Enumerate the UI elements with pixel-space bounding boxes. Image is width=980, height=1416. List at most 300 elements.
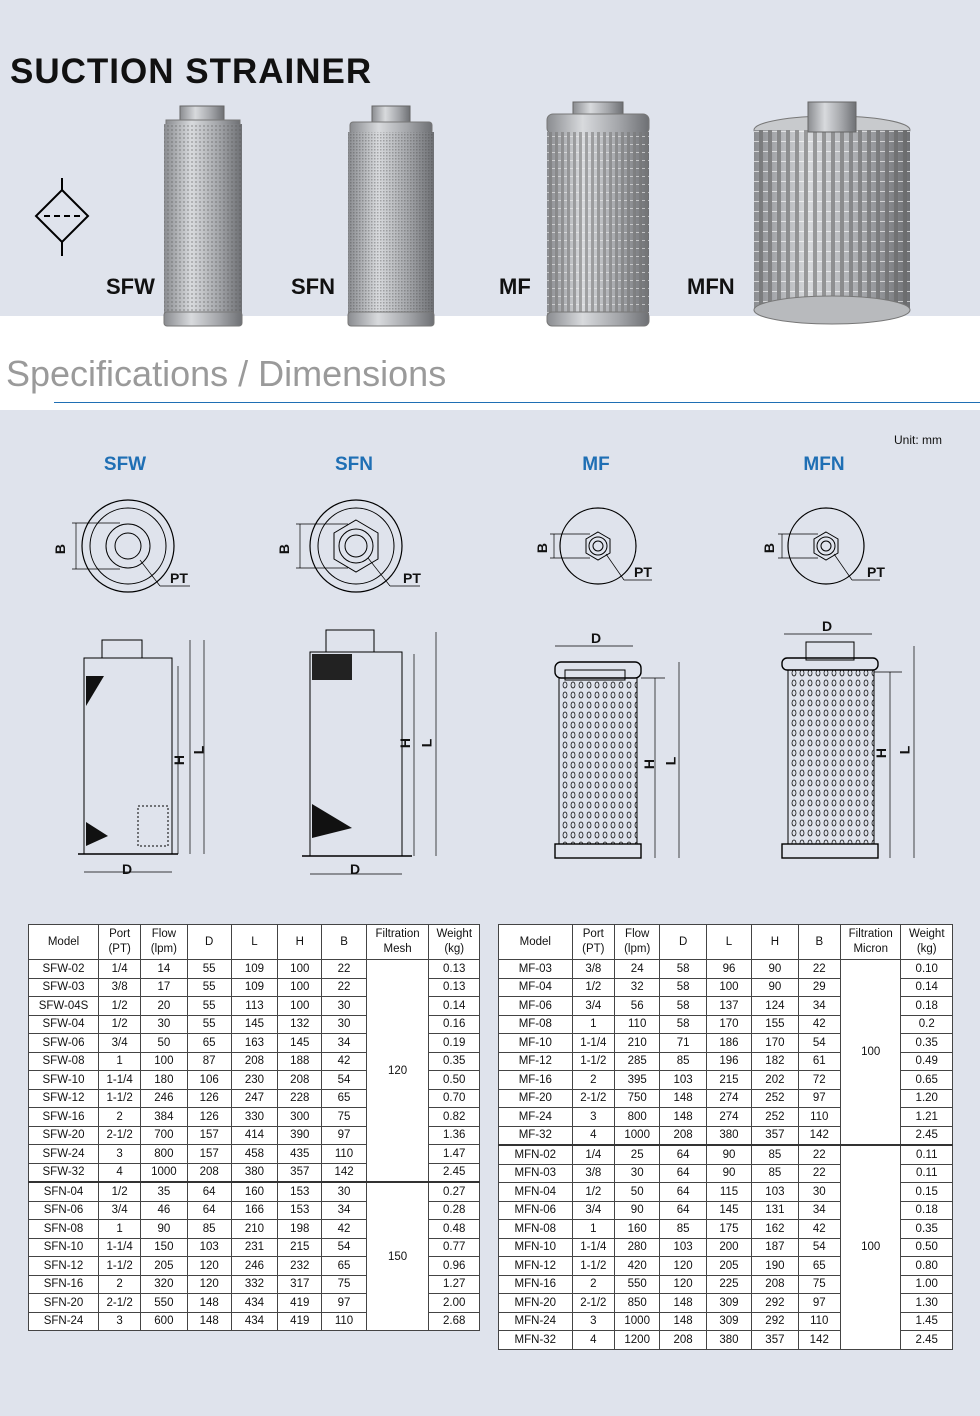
mfn-d-label: D	[822, 618, 833, 634]
table-cell: 1	[99, 1052, 141, 1071]
filtration-cell: 100	[840, 1145, 901, 1349]
mfn-b-label: B	[761, 542, 778, 554]
sfw-l-label: L	[190, 745, 207, 755]
table-cell: SFW-10	[29, 1071, 99, 1090]
table-cell: SFN-20	[29, 1294, 99, 1313]
table-cell: 166	[231, 1201, 277, 1220]
table-cell: 0.10	[901, 960, 953, 979]
table-cell: 42	[322, 1220, 366, 1239]
table-cell: MF-20	[499, 1089, 573, 1108]
table-cell: 90	[141, 1220, 187, 1239]
filter-symbol-icon	[34, 178, 96, 258]
table-cell: 90	[752, 978, 798, 997]
table-cell: 231	[231, 1238, 277, 1257]
table-cell: 2.68	[429, 1312, 480, 1331]
column-header: B	[322, 925, 366, 960]
table-cell: 90	[706, 1164, 751, 1183]
table-cell: 96	[706, 960, 751, 979]
table-cell: 232	[278, 1257, 322, 1276]
column-header: D	[660, 925, 706, 960]
table-cell: 215	[706, 1071, 751, 1090]
table-cell: 800	[615, 1108, 660, 1127]
table-cell: 320	[141, 1275, 187, 1294]
table-cell: SFW-02	[29, 960, 99, 979]
table-cell: 3/4	[572, 1201, 614, 1220]
table-cell: SFW-04	[29, 1015, 99, 1034]
table-cell: 150	[141, 1238, 187, 1257]
table-cell: 148	[660, 1312, 706, 1331]
table-cell: 252	[752, 1089, 798, 1108]
table-cell: 380	[706, 1126, 751, 1145]
table-cell: 187	[752, 1238, 798, 1257]
filtration-cell: 100	[840, 960, 901, 1146]
table-cell: 1/2	[99, 1182, 141, 1201]
table-cell: 3/8	[572, 960, 614, 979]
table-cell: 30	[798, 1183, 840, 1202]
table-cell: 65	[187, 1034, 231, 1053]
table-cell: 0.35	[901, 1220, 953, 1239]
table-cell: 0.70	[429, 1089, 480, 1108]
table-cell: 100	[278, 978, 322, 997]
table-cell: 153	[278, 1182, 322, 1201]
table-cell: 2.45	[901, 1126, 953, 1145]
table-cell: 90	[615, 1201, 660, 1220]
table-cell: 85	[187, 1220, 231, 1239]
table-cell: 1-1/2	[99, 1257, 141, 1276]
table-cell: 1	[99, 1220, 141, 1239]
table-cell: 600	[141, 1312, 187, 1331]
table-cell: 0.16	[429, 1015, 480, 1034]
table-cell: 2	[572, 1071, 614, 1090]
product-label-mf: MF	[499, 274, 531, 299]
table-cell: 274	[706, 1108, 751, 1127]
table-cell: MFN-02	[499, 1145, 573, 1164]
table-cell: MF-04	[499, 978, 573, 997]
table-cell: 22	[798, 1145, 840, 1164]
table-cell: 120	[187, 1257, 231, 1276]
table-cell: 0.19	[429, 1034, 480, 1053]
table-cell: 309	[706, 1294, 751, 1313]
table-cell: 1-1/2	[572, 1257, 614, 1276]
table-cell: 145	[278, 1034, 322, 1053]
table-cell: 25	[615, 1145, 660, 1164]
table-cell: 2-1/2	[99, 1294, 141, 1313]
table-cell: 1000	[615, 1126, 660, 1145]
table-cell: MFN-04	[499, 1183, 573, 1202]
table-cell: 208	[660, 1126, 706, 1145]
table-cell: 103	[752, 1183, 798, 1202]
table-cell: 55	[187, 997, 231, 1016]
table-header-row	[499, 925, 953, 960]
table-cell: SFW-06	[29, 1034, 99, 1053]
table-cell: 330	[231, 1108, 277, 1127]
table-cell: 205	[141, 1257, 187, 1276]
table-cell: 50	[615, 1183, 660, 1202]
sfn-side-view-drawing	[302, 628, 452, 878]
table-cell: 274	[706, 1089, 751, 1108]
column-header: Port (PT)	[99, 925, 141, 960]
table-cell: 2	[99, 1275, 141, 1294]
table-cell: 1.45	[901, 1312, 953, 1331]
column-header: Weight (kg)	[901, 925, 953, 960]
mf-d-label: D	[591, 630, 602, 646]
table-cell: 22	[798, 1164, 840, 1183]
column-header: B	[798, 925, 840, 960]
table-cell: 210	[231, 1220, 277, 1239]
column-header: L	[706, 925, 751, 960]
table-cell: MFN-20	[499, 1294, 573, 1313]
table-cell: 1.27	[429, 1275, 480, 1294]
table-cell: 292	[752, 1312, 798, 1331]
column-header: Weight (kg)	[429, 925, 480, 960]
table-cell: 384	[141, 1108, 187, 1127]
table-cell: 142	[322, 1163, 366, 1182]
table-cell: 1/2	[99, 997, 141, 1016]
table-cell: 246	[231, 1257, 277, 1276]
table-cell: 42	[798, 1015, 840, 1034]
table-cell: 435	[278, 1145, 322, 1164]
table-cell: 0.27	[429, 1182, 480, 1201]
table-cell: SFN-16	[29, 1275, 99, 1294]
table-cell: 145	[231, 1015, 277, 1034]
table-cell: 30	[322, 997, 366, 1016]
table-cell: 148	[187, 1312, 231, 1331]
table-cell: 1200	[615, 1331, 660, 1350]
table-cell: 30	[322, 1182, 366, 1201]
table-cell: 1/2	[572, 1183, 614, 1202]
mf-l-label: L	[662, 756, 679, 766]
table-cell: 0.82	[429, 1108, 480, 1127]
mfn-product-image	[750, 96, 914, 330]
table-cell: 30	[322, 1015, 366, 1034]
table-cell: 317	[278, 1275, 322, 1294]
table-cell: 85	[660, 1052, 706, 1071]
table-cell: 85	[752, 1164, 798, 1183]
table-cell: 434	[231, 1312, 277, 1331]
sfn-h-label: H	[397, 737, 414, 749]
table-row	[29, 1182, 480, 1201]
table-cell: 100	[706, 978, 751, 997]
table-cell: 1-1/4	[99, 1071, 141, 1090]
sfw-b-label: B	[52, 543, 69, 555]
table-cell: 106	[187, 1071, 231, 1090]
product-label-sfw: SFW	[106, 274, 155, 299]
mfn-h-label: H	[873, 747, 890, 759]
table-cell: 419	[278, 1312, 322, 1331]
table-cell: 58	[660, 960, 706, 979]
table-cell: 175	[706, 1220, 751, 1239]
table-cell: 54	[798, 1238, 840, 1257]
table-cell: 55	[187, 1015, 231, 1034]
table-cell: 163	[231, 1034, 277, 1053]
table-cell: 87	[187, 1052, 231, 1071]
table-cell: 170	[752, 1034, 798, 1053]
table-cell: MFN-32	[499, 1331, 573, 1350]
table-cell: 280	[615, 1238, 660, 1257]
table-cell: 153	[278, 1201, 322, 1220]
table-cell: SFW-12	[29, 1089, 99, 1108]
table-cell: 113	[231, 997, 277, 1016]
product-label-mfn: MFN	[687, 274, 735, 299]
table-cell: 64	[187, 1201, 231, 1220]
table-cell: SFN-12	[29, 1257, 99, 1276]
table-cell: 309	[706, 1312, 751, 1331]
table-cell: 17	[141, 978, 187, 997]
table-cell: 2	[572, 1275, 614, 1294]
table-cell: 1.00	[901, 1275, 953, 1294]
table-cell: 72	[798, 1071, 840, 1090]
table-cell: 210	[615, 1034, 660, 1053]
table-cell: 0.35	[901, 1034, 953, 1053]
table-cell: 1000	[615, 1312, 660, 1331]
table-cell: 110	[322, 1312, 366, 1331]
table-cell: 1	[572, 1220, 614, 1239]
filtration-cell: 150	[366, 1182, 429, 1331]
table-cell: 800	[141, 1145, 187, 1164]
table-cell: 0.18	[901, 1201, 953, 1220]
table-cell: 22	[322, 960, 366, 979]
table-cell: 3	[572, 1108, 614, 1127]
table-cell: MFN-24	[499, 1312, 573, 1331]
table-cell: 228	[278, 1089, 322, 1108]
table-cell: 50	[141, 1034, 187, 1053]
table-cell: 750	[615, 1089, 660, 1108]
sfw-side-view-drawing	[78, 636, 218, 876]
table-cell: 170	[706, 1015, 751, 1034]
table-cell: 0.80	[901, 1257, 953, 1276]
table-cell: SFW-08	[29, 1052, 99, 1071]
table-cell: 0.28	[429, 1201, 480, 1220]
table-cell: 103	[187, 1238, 231, 1257]
table-cell: 2	[99, 1108, 141, 1127]
table-cell: 126	[187, 1108, 231, 1127]
table-cell: 55	[187, 978, 231, 997]
table-cell: 22	[798, 960, 840, 979]
table-cell: 55	[187, 960, 231, 979]
table-cell: 110	[322, 1145, 366, 1164]
table-cell: 300	[278, 1108, 322, 1127]
table-cell: 110	[798, 1108, 840, 1127]
table-cell: SFW-32	[29, 1163, 99, 1182]
table-cell: 64	[660, 1201, 706, 1220]
table-cell: 29	[798, 978, 840, 997]
table-cell: 64	[187, 1182, 231, 1201]
table-cell: 162	[752, 1220, 798, 1239]
table-cell: 54	[322, 1238, 366, 1257]
table-cell: 32	[615, 978, 660, 997]
table-cell: 65	[798, 1257, 840, 1276]
table-cell: 75	[322, 1108, 366, 1127]
table-cell: 110	[615, 1015, 660, 1034]
table-cell: 458	[231, 1145, 277, 1164]
table-cell: 4	[99, 1163, 141, 1182]
table-cell: 0.48	[429, 1220, 480, 1239]
column-header: H	[752, 925, 798, 960]
table-cell: 186	[706, 1034, 751, 1053]
table-cell: 230	[231, 1071, 277, 1090]
table-cell: 0.2	[901, 1015, 953, 1034]
spec-table-mf-mfn	[498, 924, 953, 1350]
table-cell: 103	[660, 1238, 706, 1257]
table-cell: 14	[141, 960, 187, 979]
table-cell: 2-1/2	[572, 1089, 614, 1108]
table-cell: 64	[660, 1164, 706, 1183]
table-cell: MF-03	[499, 960, 573, 979]
table-cell: 22	[322, 978, 366, 997]
table-cell: 61	[798, 1052, 840, 1071]
table-cell: 97	[322, 1126, 366, 1145]
section-title: Specifications / Dimensions	[6, 353, 447, 394]
sfn-b-label: B	[276, 543, 293, 555]
table-cell: 90	[706, 1145, 751, 1164]
table-cell: 157	[187, 1145, 231, 1164]
table-cell: 85	[752, 1145, 798, 1164]
table-cell: 97	[798, 1294, 840, 1313]
table-cell: 434	[231, 1294, 277, 1313]
table-cell: 160	[615, 1220, 660, 1239]
table-cell: 58	[660, 1015, 706, 1034]
table-cell: 1-1/2	[572, 1052, 614, 1071]
table-cell: 148	[187, 1294, 231, 1313]
table-cell: 157	[187, 1126, 231, 1145]
table-cell: 0.11	[901, 1145, 953, 1164]
table-cell: 1.36	[429, 1126, 480, 1145]
table-cell: 1/2	[572, 978, 614, 997]
table-cell: 200	[706, 1238, 751, 1257]
table-cell: 0.96	[429, 1257, 480, 1276]
table-cell: 100	[278, 960, 322, 979]
table-cell: 35	[141, 1182, 187, 1201]
diagram-title-sfn: SFN	[335, 454, 373, 475]
product-label-sfn: SFN	[291, 274, 335, 299]
table-cell: 148	[660, 1108, 706, 1127]
table-cell: MF-32	[499, 1126, 573, 1145]
table-cell: 142	[798, 1331, 840, 1350]
table-cell: 380	[231, 1163, 277, 1182]
table-cell: 42	[798, 1220, 840, 1239]
table-cell: SFN-24	[29, 1312, 99, 1331]
mfn-top-view-drawing	[768, 508, 918, 598]
table-cell: 2.45	[429, 1163, 480, 1182]
table-cell: 550	[141, 1294, 187, 1313]
table-cell: 137	[706, 997, 751, 1016]
table-cell: 142	[798, 1126, 840, 1145]
column-header: H	[278, 925, 322, 960]
mf-product-image	[543, 100, 653, 330]
table-cell: 414	[231, 1126, 277, 1145]
table-cell: 247	[231, 1089, 277, 1108]
table-cell: SFN-06	[29, 1201, 99, 1220]
table-cell: 1	[572, 1015, 614, 1034]
table-cell: 1.20	[901, 1089, 953, 1108]
table-cell: 148	[660, 1089, 706, 1108]
table-cell: 3/4	[572, 997, 614, 1016]
table-cell: 0.18	[901, 997, 953, 1016]
table-cell: 75	[798, 1275, 840, 1294]
column-header: Port (PT)	[572, 925, 614, 960]
table-cell: 148	[660, 1294, 706, 1313]
table-cell: 208	[752, 1275, 798, 1294]
table-cell: 1/2	[99, 1015, 141, 1034]
mf-b-label: B	[534, 542, 551, 554]
table-cell: MF-12	[499, 1052, 573, 1071]
table-cell: 64	[660, 1145, 706, 1164]
mfn-l-label: L	[896, 745, 913, 755]
table-cell: 3/8	[99, 978, 141, 997]
table-cell: 380	[706, 1331, 751, 1350]
table-cell: 700	[141, 1126, 187, 1145]
table-cell: 75	[322, 1275, 366, 1294]
table-cell: 65	[322, 1257, 366, 1276]
table-cell: 109	[231, 960, 277, 979]
table-cell: 395	[615, 1071, 660, 1090]
sfn-l-label: L	[418, 738, 435, 748]
table-cell: 30	[615, 1164, 660, 1183]
section-divider	[54, 402, 980, 403]
table-cell: MFN-03	[499, 1164, 573, 1183]
table-cell: 54	[798, 1034, 840, 1053]
table-cell: 332	[231, 1275, 277, 1294]
table-cell: 190	[752, 1257, 798, 1276]
sfn-pt-label: PT	[403, 570, 421, 586]
table-cell: 550	[615, 1275, 660, 1294]
table-cell: 850	[615, 1294, 660, 1313]
spec-table-sfw-sfn	[28, 924, 480, 1331]
table-cell: SFW-20	[29, 1126, 99, 1145]
table-cell: 58	[660, 978, 706, 997]
mf-pt-label: PT	[634, 564, 652, 580]
table-cell: 2-1/2	[99, 1126, 141, 1145]
table-cell: 100	[278, 997, 322, 1016]
sfn-product-image	[344, 104, 438, 330]
table-cell: 1.47	[429, 1145, 480, 1164]
table-cell: 1/4	[99, 960, 141, 979]
table-row	[499, 1145, 953, 1164]
table-cell: 58	[660, 997, 706, 1016]
table-cell: 0.50	[901, 1238, 953, 1257]
table-cell: 42	[322, 1052, 366, 1071]
table-cell: 110	[798, 1312, 840, 1331]
table-cell: 205	[706, 1257, 751, 1276]
filtration-cell: 120	[366, 960, 429, 1183]
table-cell: 54	[322, 1071, 366, 1090]
table-cell: SFW-16	[29, 1108, 99, 1127]
table-cell: 180	[141, 1071, 187, 1090]
table-cell: 2-1/2	[572, 1294, 614, 1313]
table-cell: 0.14	[429, 997, 480, 1016]
table-cell: 34	[322, 1034, 366, 1053]
table-cell: 155	[752, 1015, 798, 1034]
table-cell: 390	[278, 1126, 322, 1145]
table-cell: 124	[752, 997, 798, 1016]
table-cell: 3/4	[99, 1201, 141, 1220]
table-cell: 103	[660, 1071, 706, 1090]
sfn-d-label: D	[350, 861, 361, 877]
table-cell: 34	[798, 997, 840, 1016]
table-cell: MFN-16	[499, 1275, 573, 1294]
column-header: Filtration Mesh	[366, 925, 429, 960]
mfn-pt-label: PT	[867, 564, 885, 580]
table-header-row	[29, 925, 480, 960]
diagram-title-sfw: SFW	[103, 454, 147, 475]
table-cell: 182	[752, 1052, 798, 1071]
table-cell: MFN-12	[499, 1257, 573, 1276]
table-cell: 126	[187, 1089, 231, 1108]
table-cell: MF-16	[499, 1071, 573, 1090]
table-row	[29, 960, 480, 979]
table-cell: 1-1/4	[572, 1034, 614, 1053]
table-cell: 131	[752, 1201, 798, 1220]
